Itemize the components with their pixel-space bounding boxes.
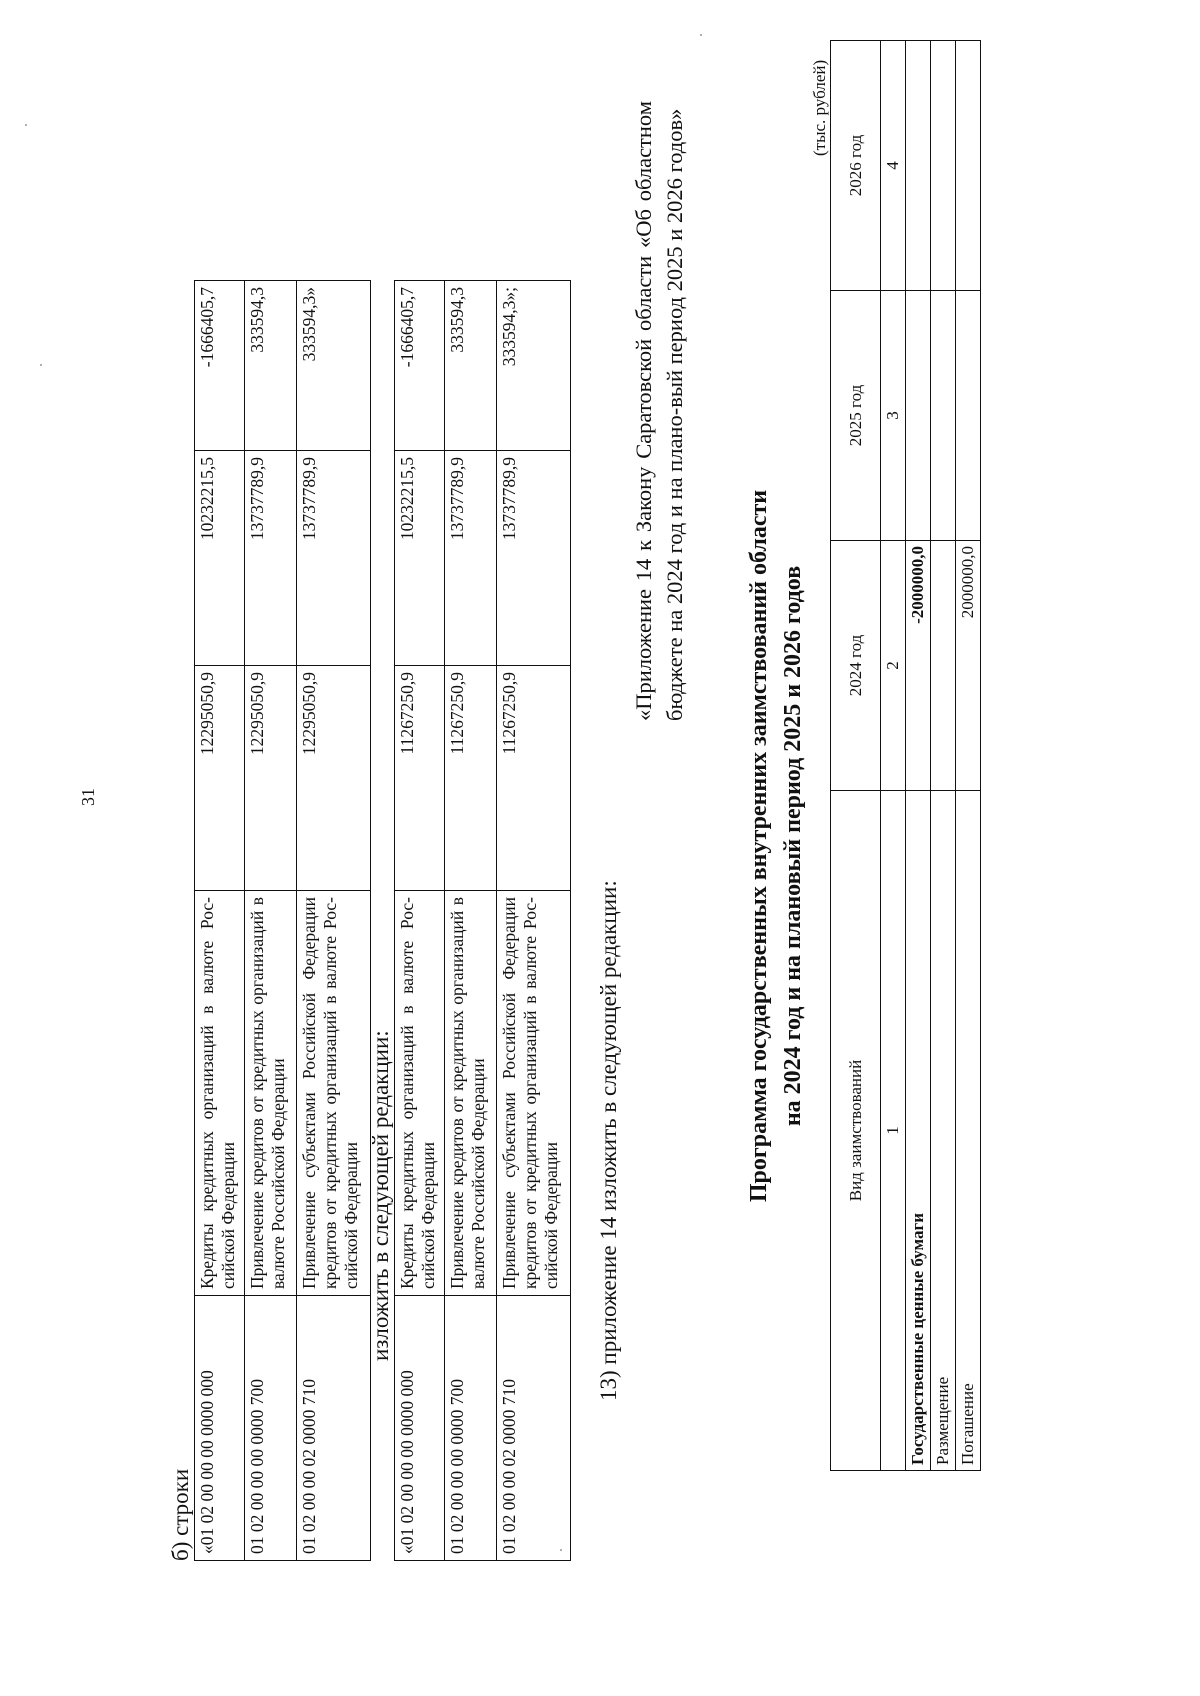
- table-row: [931, 41, 956, 1471]
- new-rows-table: [394, 280, 571, 1561]
- program-title-line-2: на 2024 год и на плановый период 2025 и 2026 годов: [780, 565, 806, 1127]
- item-13-text: 13) приложение 14 изложить в следующей редакции:: [596, 880, 621, 1401]
- table-row: [395, 281, 445, 1561]
- value-2025: [931, 291, 956, 541]
- value-2025: [906, 291, 931, 541]
- page-number: 31: [78, 788, 98, 806]
- row-description: Кредиты кредитных организаций в валюте Рос-сийской Федерации: [195, 891, 245, 1296]
- row-description: Кредиты кредитных организаций в валюте Рос-сийской Федерации: [395, 891, 445, 1296]
- value-2025: 10232215,5: [195, 451, 245, 666]
- value-2025: 13737789,9: [445, 451, 497, 666]
- value-2026: 333594,3»: [297, 281, 371, 451]
- value-2026: [956, 41, 981, 291]
- value-2024: [931, 541, 956, 791]
- appendix-heading: «Приложение 14 к Закону Саратовской области «Об областном бюджете на 2024 год и на плано-вый период 2025 и 2026 годов»: [631, 101, 687, 721]
- value-2026: -1666405,7: [395, 281, 445, 451]
- value-2024: 11267250,9: [395, 666, 445, 891]
- borrowing-type: Размещение: [931, 791, 956, 1471]
- new-edition-caption: изложить в следующей редакции:: [368, 1030, 393, 1361]
- budget-code: 01 02 00 00 00 0000 700: [245, 1296, 297, 1561]
- budget-code: 01 02 00 00 02 0000 710: [297, 1296, 371, 1561]
- table-row: [195, 281, 245, 1561]
- value-2026: 333594,3: [245, 281, 297, 451]
- value-2026: -1666405,7: [195, 281, 245, 451]
- value-2024: 11267250,9: [445, 666, 497, 891]
- value-2025: 13737789,9: [245, 451, 297, 666]
- value-2024: 12295050,9: [245, 666, 297, 891]
- value-2025: 13737789,9: [297, 451, 371, 666]
- column-header: 2026 год: [831, 41, 881, 291]
- column-number-row: [881, 41, 906, 1471]
- value-2026: [931, 41, 956, 291]
- budget-code: «01 02 00 00 00 0000 000: [395, 1296, 445, 1561]
- borrowing-type: Государственные ценные бумаги: [906, 791, 931, 1471]
- program-table: [830, 40, 981, 1471]
- scan-speck: [700, 34, 702, 36]
- value-2025: [956, 291, 981, 541]
- table-row: [445, 281, 497, 1561]
- row-description: Привлечение субъектами Российской Федерации кредитов от кредитных организаций в валюте Рос-сийской Федерации: [497, 891, 571, 1296]
- column-header: 2025 год: [831, 291, 881, 541]
- row-description: Привлечение кредитов от кредитных организаций в валюте Российской Федерации: [445, 891, 497, 1296]
- budget-code: «01 02 00 00 00 0000 000: [195, 1296, 245, 1561]
- value-2026: 333594,3: [445, 281, 497, 451]
- scan-speck: [40, 364, 42, 366]
- old-rows-table: [194, 280, 371, 1561]
- table-row: [297, 281, 371, 1561]
- column-number: 2: [881, 541, 906, 791]
- column-number: 4: [881, 41, 906, 291]
- value-2024: -2000000,0: [906, 541, 931, 791]
- row-description: Привлечение кредитов от кредитных организаций в валюте Российской Федерации: [245, 891, 297, 1296]
- scan-speck: [560, 1549, 562, 1551]
- budget-code: 01 02 00 00 02 0000 710: [497, 1296, 571, 1561]
- units-label: (тыс. рублей): [810, 59, 829, 156]
- table-row: [956, 41, 981, 1471]
- borrowing-type: Погашение: [956, 791, 981, 1471]
- row-description: Привлечение субъектами Российской Федерации кредитов от кредитных организаций в валюте Рос-сийской Федерации: [297, 891, 371, 1296]
- value-2024: 12295050,9: [297, 666, 371, 891]
- table-row: [245, 281, 297, 1561]
- value-2024: 11267250,9: [497, 666, 571, 891]
- value-2024: 2000000,0: [956, 541, 981, 791]
- table-row: [906, 41, 931, 1471]
- program-title: [742, 376, 810, 1316]
- value-2026: 333594,3»;: [497, 281, 571, 451]
- column-number: 1: [881, 791, 906, 1471]
- value-2025: 13737789,9: [497, 451, 571, 666]
- column-number: 3: [881, 291, 906, 541]
- value-2025: 10232215,5: [395, 451, 445, 666]
- program-title-line-1: Программа государственных внутренних заимствований области: [746, 489, 772, 1203]
- budget-code: 01 02 00 00 00 0000 700: [445, 1296, 497, 1561]
- column-header: 2024 год: [831, 541, 881, 791]
- scan-speck: [25, 124, 27, 126]
- value-2026: [906, 41, 931, 291]
- column-header: Вид заимствований: [831, 791, 881, 1471]
- value-2024: 12295050,9: [195, 666, 245, 891]
- section-b-caption: б) строки: [168, 1468, 193, 1561]
- table-header-row: [831, 41, 881, 1471]
- table-row: [497, 281, 571, 1561]
